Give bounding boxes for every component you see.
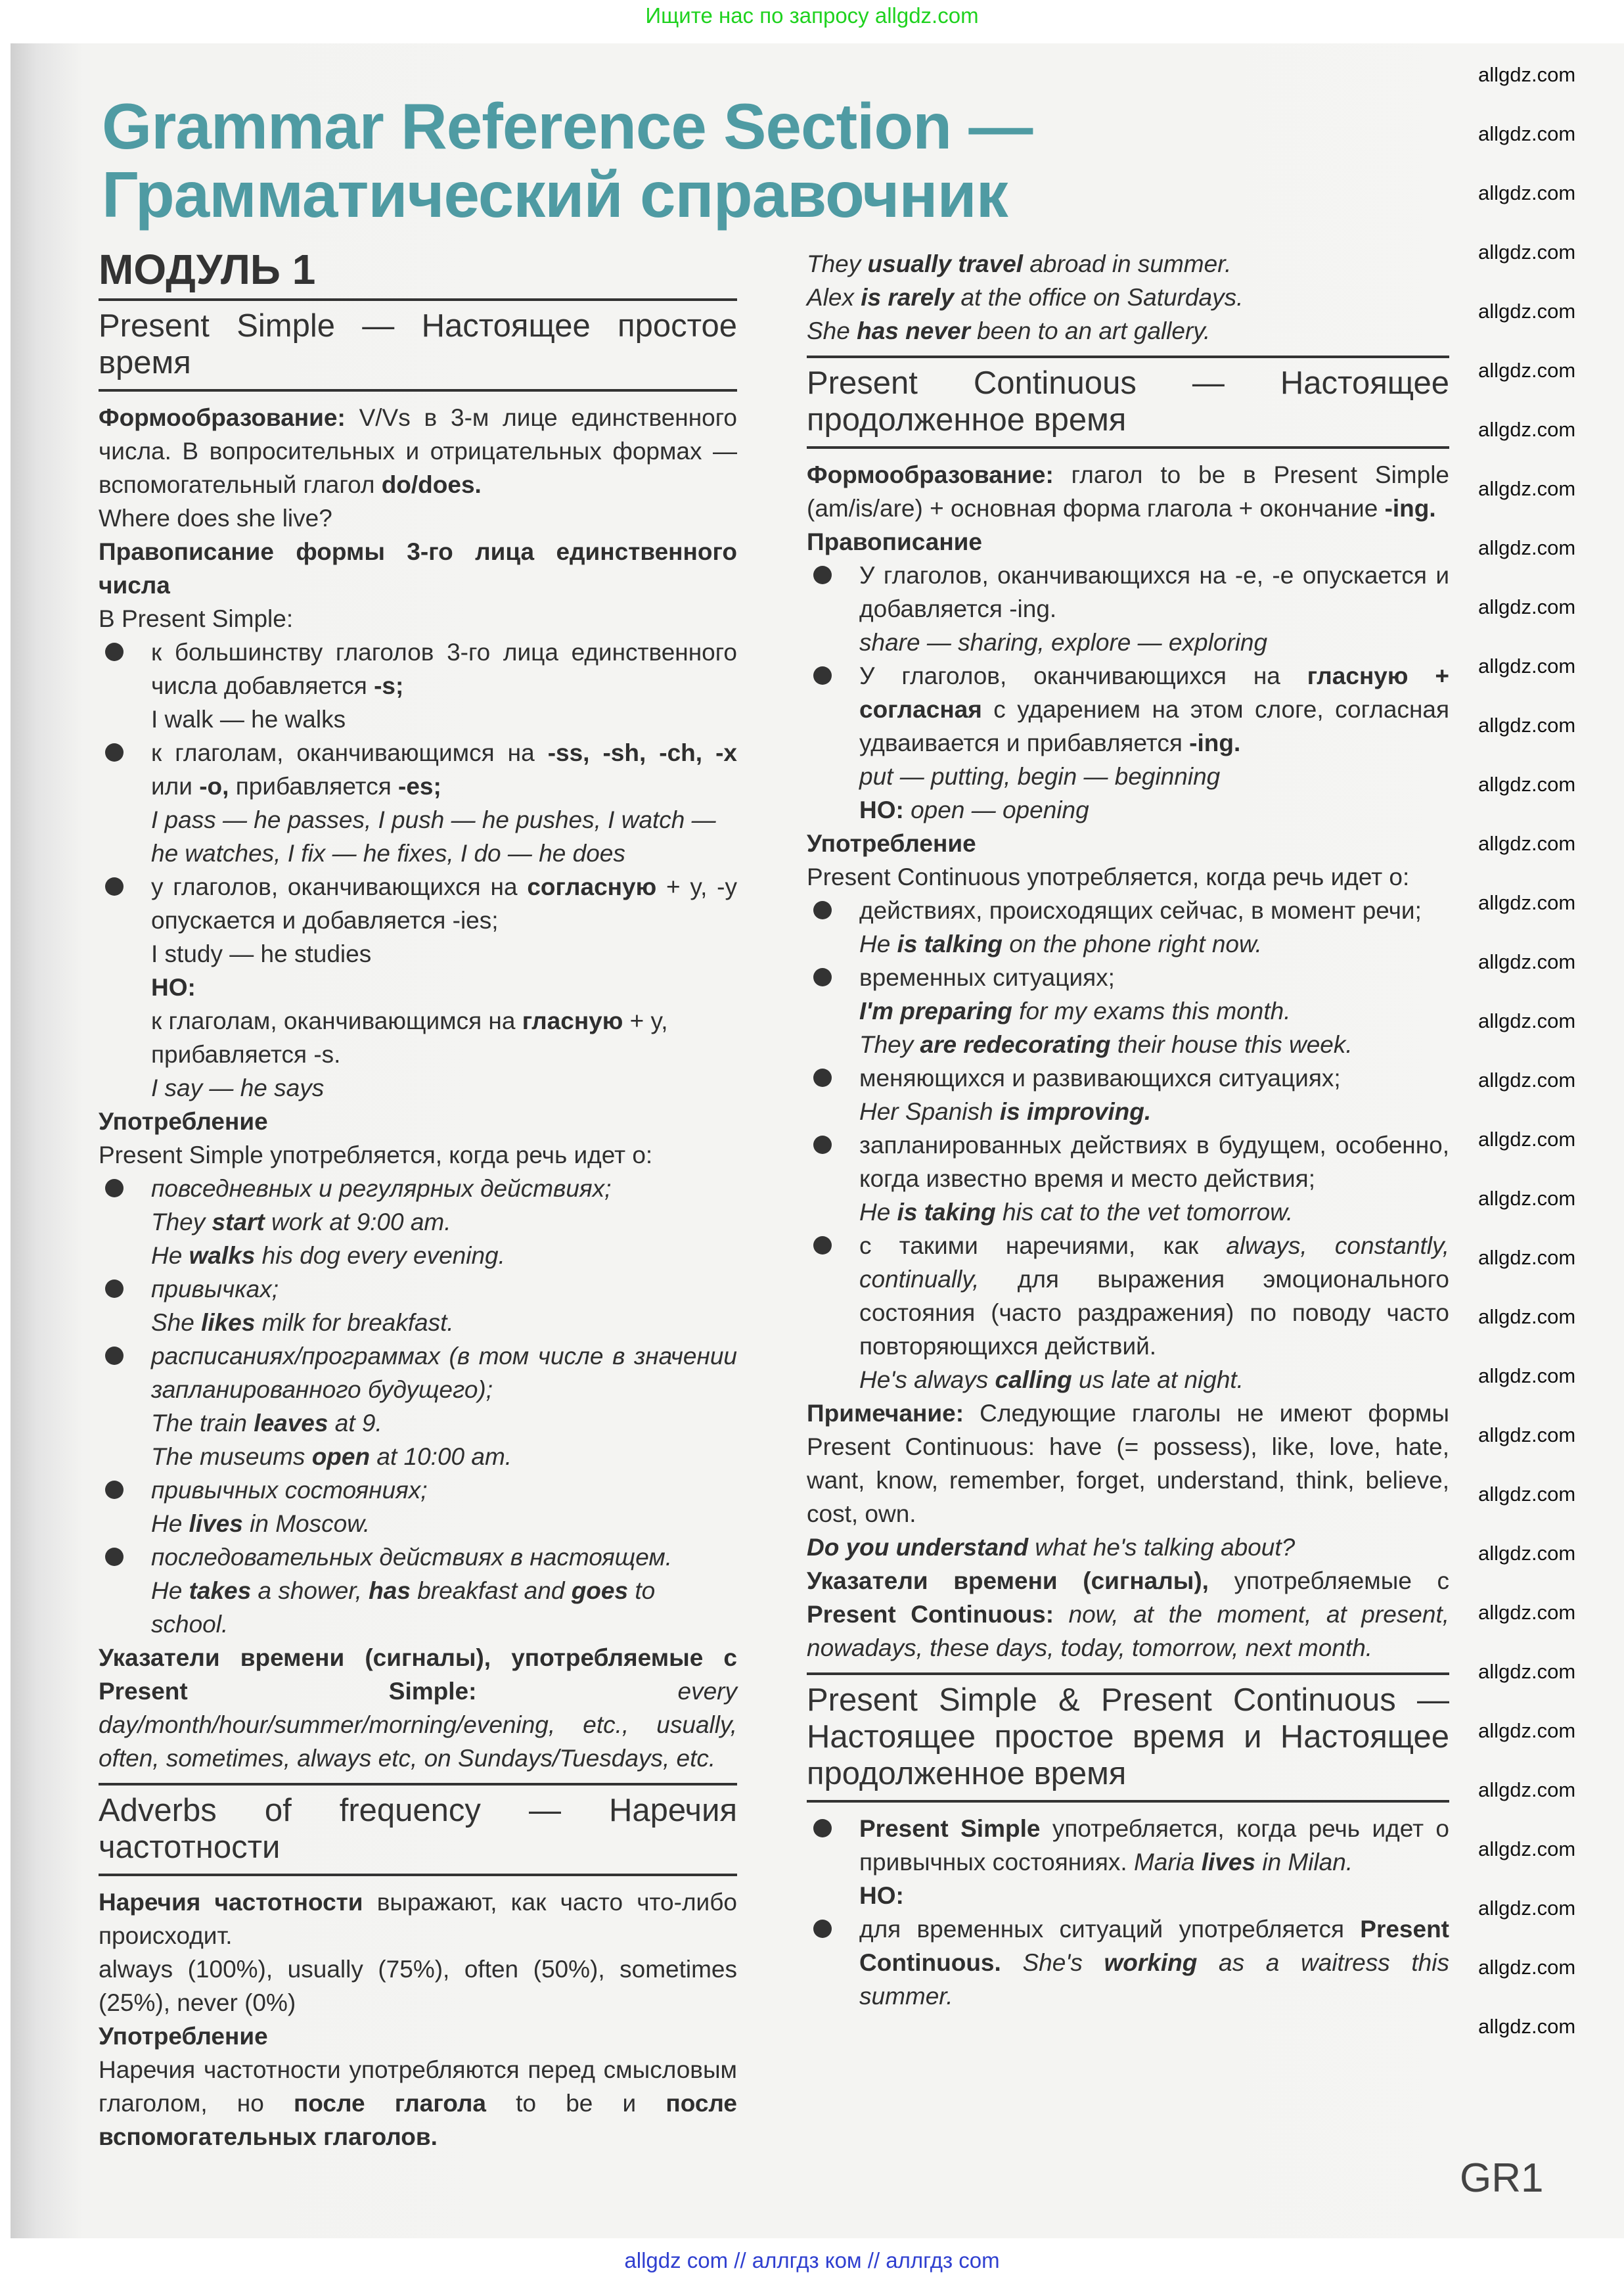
text-run: , но	[200, 2090, 294, 2117]
text-run: as a waitress this summer.	[859, 1949, 1449, 2010]
text-run: У глаголов, оканчивающихся на	[859, 662, 1307, 689]
bullet-item	[99, 1272, 737, 1306]
title-line-russian: Грамматический справочник	[102, 158, 1008, 231]
text-run: Adverbs of frequency — Наречия частотности	[99, 1793, 737, 1865]
text-run: lives	[1201, 1849, 1256, 1876]
text-run: для временных ситуаций употребляется	[859, 1916, 1361, 1943]
bullet-item	[807, 1912, 1449, 2013]
page-number: GR1	[1460, 2155, 1544, 2201]
text-run: I'm preparing	[859, 998, 1012, 1025]
example-line	[99, 1574, 737, 1641]
text-run: He	[859, 931, 897, 957]
text-run: usually travel	[867, 250, 1024, 277]
text-run: -o,	[199, 773, 229, 800]
bullet-item	[807, 1061, 1449, 1095]
text-run: work at 9:00 am.	[264, 1209, 451, 1235]
text-run: Do you understand	[807, 1534, 1029, 1561]
text-run: для выражения эмоционального состояния (часто раздражения) по поводу часто повторяющихся действий.	[859, 1266, 1449, 1360]
watermark-text: allgdz.com	[1478, 1009, 1576, 1032]
watermark-text: allgdz.com	[1478, 950, 1576, 973]
watermark-text: allgdz.com	[1478, 300, 1576, 323]
paragraph	[807, 860, 1449, 894]
text-run: V/Vs в 3-м лице единственного числа. В вопросительных и отрицательных формах — вспомогательный глагол	[99, 404, 737, 498]
text-run: Where does she live?	[99, 505, 332, 532]
paragraph	[807, 458, 1449, 525]
text-run: start	[212, 1209, 265, 1235]
text-run: -ing.	[1189, 729, 1241, 756]
paragraph	[99, 1885, 737, 1952]
text-run: с ударением на этом слоге, согласная удваивается и прибавляется	[859, 696, 1449, 756]
text-run: Present Simple	[859, 1815, 1041, 1842]
paragraph	[99, 401, 737, 501]
text-run: последовательных действиях в настоящем.	[151, 1544, 673, 1571]
example-line	[807, 247, 1449, 281]
example-line	[99, 1440, 737, 1473]
text-run: what he's talking about?	[1028, 1534, 1296, 1561]
paragraph	[99, 1138, 737, 1172]
watermark-text: allgdz.com	[1478, 1897, 1576, 1920]
text-run: -ing.	[1384, 495, 1436, 522]
watermark-text: allgdz.com	[1478, 1483, 1576, 1506]
text-run: Present Simple употребляется, когда речь идет о:	[99, 1141, 653, 1168]
example-line	[807, 927, 1449, 961]
text-run: Наречия частотности употребляются	[99, 2056, 528, 2083]
paragraph	[807, 827, 1449, 860]
example-line	[99, 971, 737, 1004]
watermark-text: allgdz.com	[1478, 477, 1576, 500]
bullet-item	[807, 559, 1449, 626]
text-run: + y, -y опускается и добавляется -ies;	[151, 873, 737, 934]
text-run: is rarely	[861, 284, 955, 311]
left-column	[99, 243, 737, 2154]
watermark-text: allgdz.com	[1478, 832, 1576, 855]
text-run: always (100%), usually (75%), often (50%), sometimes (25%), never (0%)	[99, 1956, 737, 2016]
section-heading	[99, 301, 737, 392]
bottom-watermark-banner: allgdz com // аллгдз ком // аллгдз com	[624, 2248, 1000, 2272]
bullet-item	[99, 635, 737, 703]
text-run: his dog every evening.	[255, 1242, 505, 1269]
bullet-item	[99, 1473, 737, 1507]
module-heading	[99, 243, 737, 301]
text-run: open — opening	[903, 796, 1089, 823]
bullet-item	[807, 1128, 1449, 1195]
text-run: He	[151, 1577, 189, 1604]
text-run: Her Spanish	[859, 1098, 1000, 1125]
page-title	[102, 92, 1032, 229]
example-line	[807, 994, 1449, 1028]
paragraph	[99, 1641, 737, 1775]
text-run: at the office on Saturdays.	[954, 284, 1244, 311]
text-run: Правописание	[807, 528, 983, 555]
example-line	[807, 281, 1449, 314]
watermark-text: allgdz.com	[1478, 1423, 1576, 1446]
paragraph	[807, 525, 1449, 559]
text-run: for my exams this month.	[1012, 998, 1291, 1025]
text-run: The train	[151, 1410, 254, 1437]
text-run: Указатели времени (сигналы), употребляемые с Present Simple:	[99, 1644, 737, 1705]
text-run: on the phone right now.	[1002, 931, 1262, 957]
watermark-text: allgdz.com	[1478, 63, 1576, 86]
watermark-text: allgdz.com	[1478, 181, 1576, 204]
watermark-text: allgdz.com	[1478, 359, 1576, 382]
text-run: always, constantly, continually,	[859, 1232, 1449, 1293]
text-run: НО:	[859, 1882, 904, 1909]
bullet-item	[99, 870, 737, 937]
text-run: -ss, -sh, -ch, -x	[547, 739, 737, 766]
example-line	[99, 1071, 737, 1105]
watermark-text: allgdz.com	[1478, 1364, 1576, 1387]
watermark-text: allgdz.com	[1478, 595, 1576, 618]
paragraph	[99, 602, 737, 635]
paragraph	[99, 1105, 737, 1138]
text-run: at 10:00 am.	[370, 1443, 512, 1470]
paragraph	[99, 535, 737, 602]
text-run: They	[151, 1209, 212, 1235]
watermark-text: allgdz.com	[1478, 241, 1576, 264]
text-run: milk for breakfast.	[255, 1309, 454, 1336]
text-run: abroad in summer.	[1023, 250, 1232, 277]
text-run: В Present Simple:	[99, 605, 294, 632]
text-run: The museums	[151, 1443, 312, 1470]
text-run: Present Continuous употребляется, когда речь идет о:	[807, 864, 1410, 890]
paragraph	[99, 1952, 737, 2019]
text-run: likes	[201, 1309, 256, 1336]
text-run: МОДУЛЬ 1	[99, 246, 316, 293]
watermark-text: allgdz.com	[1478, 655, 1576, 678]
watermark-text: allgdz.com	[1478, 1069, 1576, 1092]
example-line	[99, 703, 737, 736]
paragraph	[99, 2053, 737, 2154]
watermark-text: allgdz.com	[1478, 2015, 1576, 2038]
bullet-item	[99, 1339, 737, 1406]
example-line	[807, 760, 1449, 793]
text-run: после вспомогательных глаголов.	[99, 2090, 737, 2150]
text-run: He	[859, 1199, 897, 1226]
watermark-text: allgdz.com	[1478, 1778, 1576, 1801]
example-line	[807, 626, 1449, 659]
text-run: к глаголам, оканчивающимся на	[151, 739, 548, 766]
text-run: calling	[995, 1366, 1072, 1393]
text-run: употребляемые с	[1208, 1567, 1450, 1594]
text-run: leaves	[254, 1410, 328, 1437]
text-run: has	[369, 1577, 411, 1604]
text-run: Present Continuous.	[859, 1916, 1449, 1976]
text-run: Наречия частотности	[99, 1889, 363, 1916]
text-run: употребляется, когда речь идет о привычных состояниях.	[859, 1815, 1449, 1876]
example-line	[99, 1239, 737, 1272]
text-run: Present Continuous:	[807, 1601, 1054, 1628]
text-run: breakfast and	[410, 1577, 572, 1604]
example-line	[99, 1004, 737, 1071]
text-run: Формообразование:	[807, 461, 1054, 488]
watermark-text: allgdz.com	[1478, 1187, 1576, 1210]
bullet-item	[807, 961, 1449, 994]
watermark-text: allgdz.com	[1478, 1305, 1576, 1328]
example-line	[807, 1095, 1449, 1128]
right-column	[807, 247, 1449, 2013]
watermark-text: allgdz.com	[1478, 1837, 1576, 1860]
watermark-text: allgdz.com	[1478, 1719, 1576, 1742]
text-run: НО:	[859, 796, 904, 823]
text-run: his cat to the vet tomorrow.	[995, 1199, 1294, 1226]
text-run: к большинству глаголов 3-го лица единственного числа добавляется	[151, 639, 737, 699]
text-run: has never	[857, 317, 970, 344]
text-run: меняющихся и развивающихся ситуациях;	[859, 1065, 1341, 1092]
text-run: гласную	[522, 1007, 623, 1034]
paragraph	[99, 2019, 737, 2053]
text-run: at 9.	[328, 1410, 382, 1437]
example-line	[99, 1406, 737, 1440]
text-run: He	[151, 1242, 189, 1269]
watermark-text: allgdz.com	[1478, 536, 1576, 559]
section-heading	[99, 1783, 737, 1876]
text-run: Формообразование:	[99, 404, 346, 431]
text-run: to school.	[151, 1577, 656, 1638]
text-run: к глаголам, оканчивающимся на	[151, 1007, 522, 1034]
bullet-item	[807, 1229, 1449, 1363]
text-run: every day/month/hour/summer/morning/evening, etc., usually, often, sometimes, always etc, on Sundays/Tuesdays, etc.	[99, 1678, 737, 1772]
text-run: Употребление	[99, 1108, 268, 1135]
text-run: Употребление	[807, 830, 976, 857]
watermark-text: allgdz.com	[1478, 1660, 1576, 1683]
text-run: working	[1104, 1949, 1198, 1976]
example-line	[807, 793, 1449, 827]
text-run: + y, прибавляется -s.	[151, 1007, 668, 1068]
watermark-text: allgdz.com	[1478, 1246, 1576, 1269]
example-line	[807, 314, 1449, 348]
watermark-text: allgdz.com	[1478, 418, 1576, 441]
text-run: прибавляется	[229, 773, 399, 800]
text-run: open	[311, 1443, 371, 1470]
text-run: is taking	[897, 1199, 996, 1226]
text-run: goes	[571, 1577, 629, 1604]
text-run: She's	[1001, 1949, 1104, 1976]
bullet-item	[99, 1540, 737, 1574]
text-run: гласную + согласная	[859, 662, 1449, 723]
bullet-item	[807, 1812, 1449, 1879]
top-search-banner: Ищите нас по запросу allgdz.com	[645, 3, 979, 28]
text-run: to be и	[486, 2090, 666, 2117]
text-run: Present Simple — Настоящее простое время	[99, 308, 737, 380]
text-run: -es;	[398, 773, 441, 800]
text-run: She	[807, 317, 857, 344]
text-run: Present Simple & Present Continuous — Настоящее простое время и Настоящее продолженное время	[807, 1682, 1449, 1791]
bullet-item	[99, 1172, 737, 1205]
text-run: У глаголов, оканчивающихся на -e, -e опускается и добавляется -ing.	[859, 562, 1449, 622]
paragraph	[807, 1564, 1449, 1665]
watermark-text: allgdz.com	[1478, 1601, 1576, 1624]
text-run: She	[151, 1309, 202, 1336]
text-run: I say — he says	[151, 1074, 325, 1101]
example-line	[807, 1195, 1449, 1229]
text-run: I pass — he passes, I push — he pushes, I watch — he watches, I fix — he fixes, I do — he does	[151, 806, 716, 867]
text-run: Present Continuous — Настоящее продолженное время	[807, 365, 1449, 438]
text-run: привычках;	[151, 1276, 279, 1302]
text-run: us late at night.	[1071, 1366, 1244, 1393]
paragraph	[99, 501, 737, 535]
text-run: перед смысловым глаголом	[99, 2056, 737, 2117]
example-line	[99, 1205, 737, 1239]
paragraph	[807, 1396, 1449, 1531]
bullet-item	[807, 894, 1449, 927]
bullet-item	[99, 736, 737, 803]
example-line	[99, 1306, 737, 1339]
section-heading	[807, 356, 1449, 449]
text-run: у глаголов, оканчивающихся на	[151, 873, 528, 900]
text-run: takes	[189, 1577, 252, 1604]
text-run: Следующие глаголы не имеют формы Present Continuous: have (= possess), like, love, hate, want, know, remember, forget, understand, think, believe, cost, own.	[807, 1400, 1449, 1527]
watermark-text: allgdz.com	[1478, 1128, 1576, 1151]
text-run: Правописание формы 3-го лица единственного числа	[99, 538, 737, 599]
text-run: I study — he studies	[151, 940, 372, 967]
section-heading	[807, 1672, 1449, 1803]
text-run: Примечание:	[807, 1400, 964, 1427]
text-run: is talking	[897, 931, 1003, 957]
text-run: Maria	[1133, 1849, 1202, 1876]
text-run: привычных состояниях;	[151, 1477, 428, 1504]
watermark-text: allgdz.com	[1478, 1956, 1576, 1979]
text-run: been to an art gallery.	[970, 317, 1211, 344]
example-line	[99, 937, 737, 971]
example-line	[99, 1507, 737, 1540]
text-run: They	[807, 250, 868, 277]
watermark-text: allgdz.com	[1478, 1542, 1576, 1565]
text-run: are redecorating	[920, 1031, 1111, 1058]
text-run: с такими наречиями, как	[859, 1232, 1227, 1259]
bullet-item	[807, 659, 1449, 760]
text-run: is improving.	[999, 1098, 1152, 1125]
text-run: in Milan.	[1255, 1849, 1353, 1876]
text-run: They	[859, 1031, 920, 1058]
text-run: согласную	[527, 873, 657, 900]
text-run: lives	[189, 1510, 243, 1537]
text-run: Alex	[807, 284, 861, 311]
text-run: повседневных и регулярных действиях;	[151, 1175, 612, 1202]
paragraph	[807, 1531, 1449, 1564]
text-run: do/does.	[381, 471, 482, 498]
text-run: запланированных действиях в будущем, особенно, когда известно время и место действия;	[859, 1132, 1449, 1192]
watermark-text: allgdz.com	[1478, 122, 1576, 145]
text-run: выражают, как часто что-либо происходит.	[99, 1889, 737, 1949]
text-run: put — putting, begin — beginning	[859, 763, 1221, 790]
text-run: in Moscow.	[242, 1510, 371, 1537]
text-run: I walk — he walks	[151, 706, 346, 733]
watermark-text: allgdz.com	[1478, 714, 1576, 737]
text-run: Указатели времени (сигналы),	[807, 1567, 1209, 1594]
text-run: расписаниях/программах (в том числе в значении запланированного будущего);	[151, 1343, 737, 1403]
text-run: He	[151, 1510, 189, 1537]
text-run: their house this week.	[1110, 1031, 1353, 1058]
text-run: share — sharing, explore — exploring	[859, 629, 1268, 656]
watermark-text: allgdz.com	[1478, 773, 1576, 796]
watermark-text: allgdz.com	[1478, 891, 1576, 914]
example-line	[807, 1028, 1449, 1061]
text-run: now, at the moment, at present, nowadays, these days, today, tomorrow, next month.	[807, 1601, 1449, 1661]
example-line	[99, 803, 737, 870]
text-run: -s;	[374, 672, 404, 699]
example-line	[807, 1363, 1449, 1396]
title-line-english: Grammar Reference Section —	[102, 90, 1033, 162]
text-run: глагол to be в Present Simple (am/is/are) + основная форма глагола + окончание	[807, 461, 1449, 522]
text-run: He's always	[859, 1366, 995, 1393]
text-run: Употребление	[99, 2023, 268, 2050]
text-run: a shower,	[251, 1577, 369, 1604]
text-run: НО:	[151, 974, 196, 1001]
text-run: после глагола	[293, 2090, 487, 2117]
text-run: walks	[189, 1242, 256, 1269]
text-run: или	[151, 773, 200, 800]
text-run: действиях, происходящих сейчас, в момент речи;	[859, 897, 1422, 924]
example-line	[807, 1879, 1449, 1912]
text-run: временных ситуациях;	[859, 964, 1115, 991]
